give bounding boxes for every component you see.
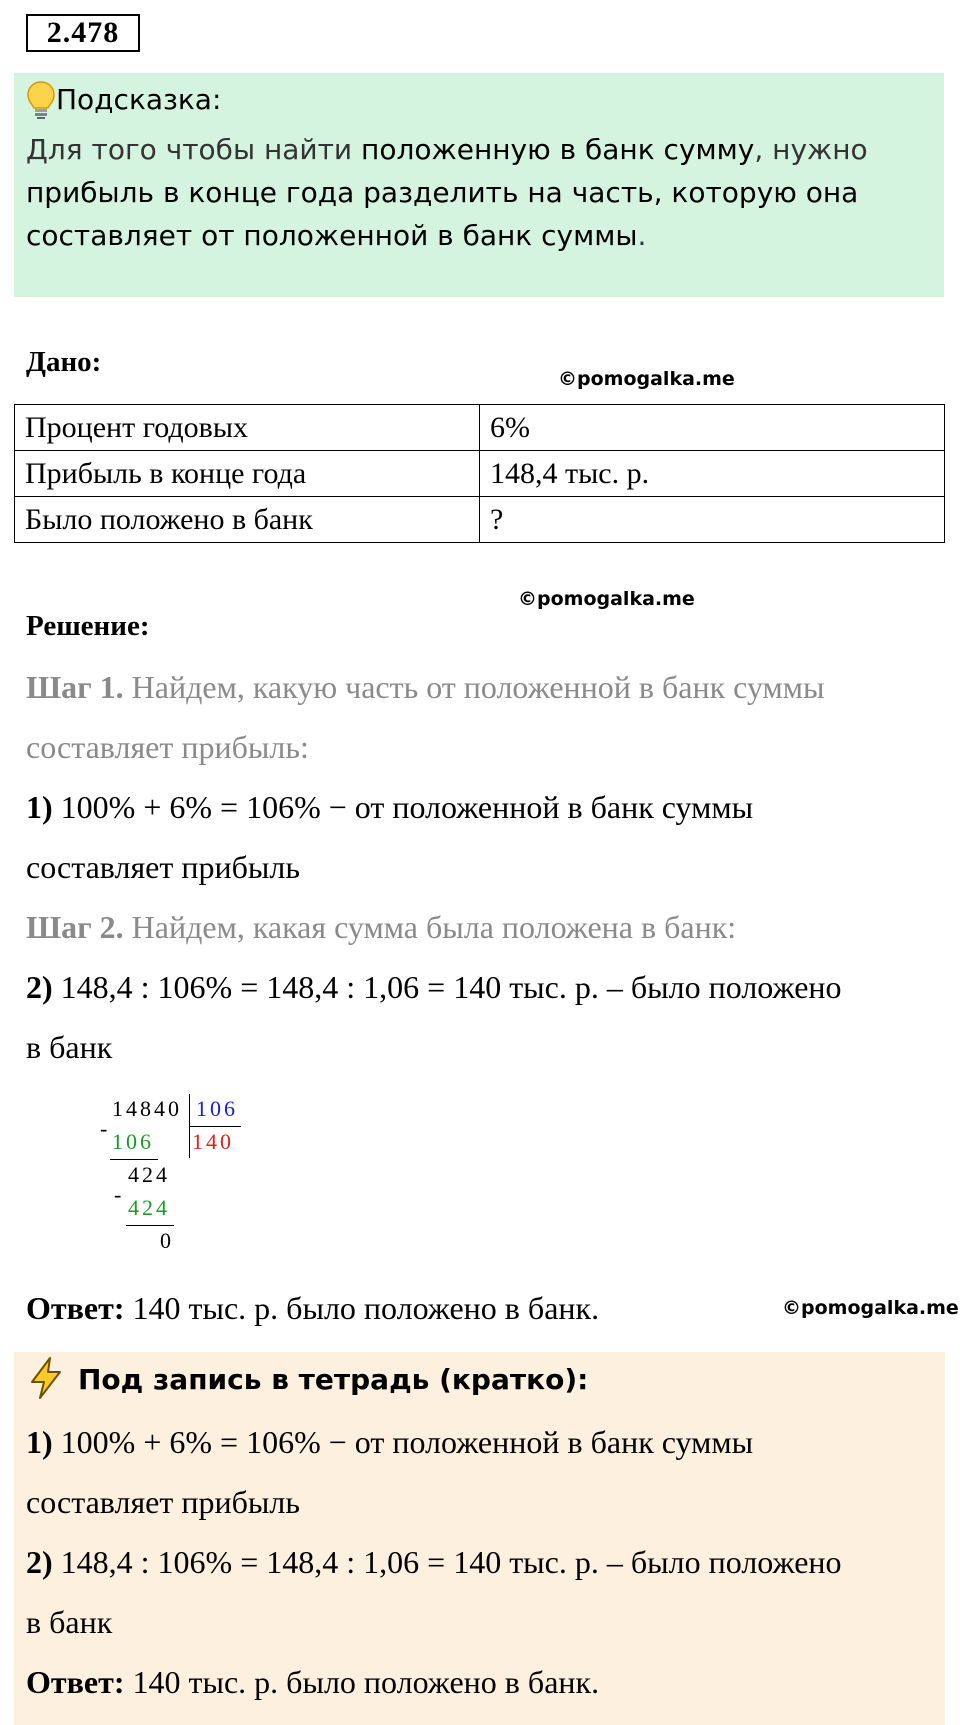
given-heading: Дано:: [26, 346, 102, 378]
step1-line: [26, 667, 825, 707]
lightning-icon: [26, 1356, 66, 1400]
minus-sign: -: [100, 1116, 111, 1141]
answer-text: 140 тыс. р. было положено в банк.: [124, 1664, 600, 1700]
subtraction-rule: [110, 1159, 158, 1160]
step2-line: [26, 907, 736, 947]
subtrahend-2: 424: [128, 1195, 170, 1220]
long-division: [100, 1090, 250, 1260]
given-table: [14, 404, 945, 543]
answer-label: Ответ:: [26, 1664, 125, 1700]
equation-2: [26, 967, 842, 1007]
table-cell-value: 6%: [480, 405, 945, 451]
hint-bold-part: прибыль в конце года разделить на часть, которую она: [26, 176, 859, 209]
dividend: 14840: [112, 1096, 182, 1121]
watermark: ©pomogalka.me: [782, 1297, 959, 1319]
equation-1-line-2: составляет прибыль: [26, 849, 300, 885]
equation-2-line-2: в банк: [26, 1029, 113, 1065]
step1-line-2: составляет прибыль:: [26, 729, 309, 765]
step-label: Шаг 1.: [26, 669, 124, 705]
equation-text: 100% + 6% = 106% − от положенной в банк суммы: [52, 1424, 754, 1460]
notebook-answer-line: [26, 1662, 599, 1702]
equation-number: 1): [26, 1424, 53, 1460]
table-cell-value: ?: [480, 497, 945, 543]
subtrahend-1: 106: [112, 1129, 154, 1154]
subtraction-rule: [126, 1225, 174, 1226]
notebook-equation-2-line-2: в банк: [26, 1604, 113, 1640]
table-row: [15, 405, 945, 451]
hint-text-part: , нужно: [754, 133, 868, 166]
step-label: Шаг 2.: [26, 909, 124, 945]
division-horizontal-rule: [189, 1126, 241, 1127]
hint-bold-part: положенную в банк сумму: [361, 133, 755, 166]
equation-text: 148,4 : 106% = 148,4 : 1,06 = 140 тыс. р. – было положено: [52, 969, 842, 1005]
remainder-1: 424: [128, 1162, 170, 1187]
table-cell-label: Было положено в банк: [15, 497, 480, 543]
answer-line: [26, 1288, 599, 1328]
hint-text: [26, 128, 931, 257]
equation-number: 2): [26, 1544, 53, 1580]
table-cell-value: 148,4 тыс. р.: [480, 451, 945, 497]
table-cell-label: Прибыль в конце года: [15, 451, 480, 497]
hint-text-part: Для того чтобы найти: [26, 133, 362, 166]
hint-title: Подсказка:: [56, 83, 222, 116]
watermark: ©pomogalka.me: [518, 588, 695, 610]
lightbulb-icon: [26, 80, 56, 120]
equation-text: 100% + 6% = 106% − от положенной в банк суммы: [52, 789, 754, 825]
minus-sign: -: [114, 1182, 125, 1207]
watermark: ©pomogalka.me: [558, 368, 735, 390]
answer-text: 140 тыс. р. было положено в банк.: [124, 1290, 600, 1326]
table-row: [15, 497, 945, 543]
notebook-equation-1: [26, 1422, 753, 1462]
table-row: [15, 451, 945, 497]
equation-text: 148,4 : 106% = 148,4 : 1,06 = 140 тыс. р. – было положено: [52, 1544, 842, 1580]
step-text: Найдем, какая сумма была положена в банк:: [123, 909, 737, 945]
hint-bold-part: составляет от положенной в банк суммы: [26, 219, 638, 252]
equation-1: [26, 787, 753, 827]
notebook-equation-2: [26, 1542, 842, 1582]
hint-text-part: .: [637, 219, 647, 252]
answer-label: Ответ:: [26, 1290, 125, 1326]
notebook-title: Под запись в тетрадь (кратко):: [78, 1363, 589, 1396]
quotient: 140: [192, 1129, 234, 1154]
table-cell-label: Процент годовых: [15, 405, 480, 451]
divisor: 106: [196, 1096, 238, 1121]
notebook-equation-1-line-2: составляет прибыль: [26, 1484, 300, 1520]
equation-number: 1): [26, 789, 53, 825]
remainder-2: 0: [160, 1228, 174, 1253]
task-number: 2.478: [26, 14, 140, 52]
solution-heading: Решение:: [26, 610, 150, 642]
step-text: Найдем, какую часть от положенной в банк суммы: [123, 669, 825, 705]
equation-number: 2): [26, 969, 53, 1005]
